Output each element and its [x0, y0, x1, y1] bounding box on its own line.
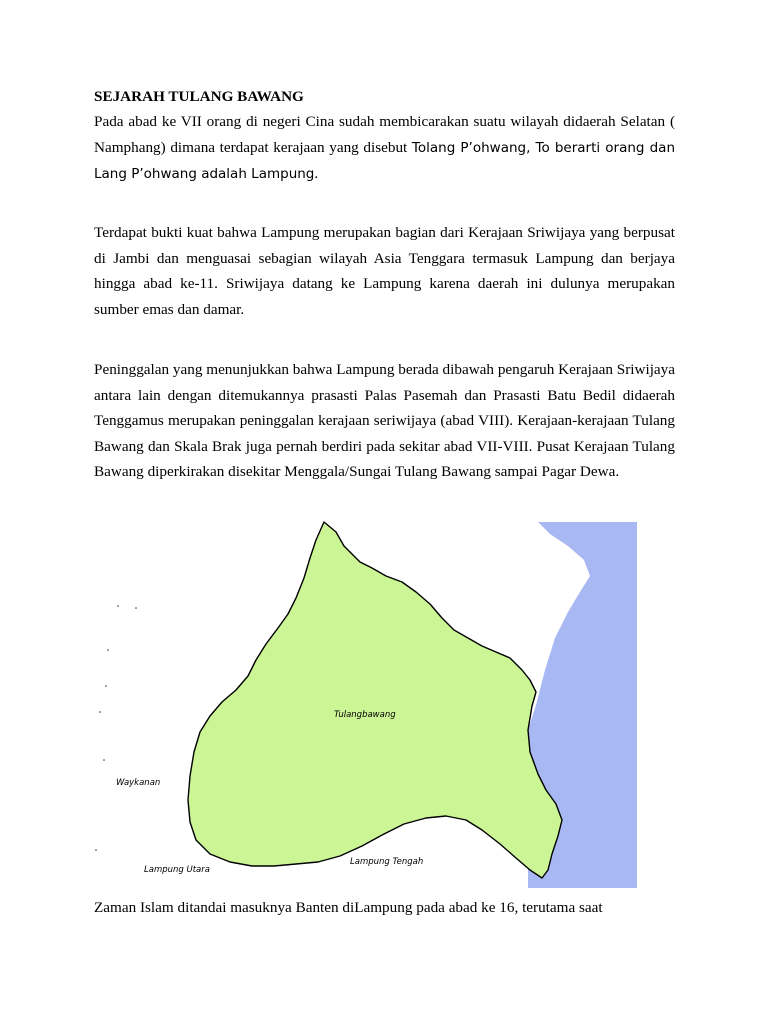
paragraph-1-quote: Tolang P’ohwang, To berarti orang dan Lang P’ohwang adalah Lampung — [94, 139, 675, 183]
label-waykanan: Waykanan — [116, 778, 161, 788]
paragraph-4: Zaman Islam ditandai masuknya Banten diLampung pada abad ke 16, terutama saat — [94, 899, 603, 916]
label-lampung-tengah: Lampung Tengah — [350, 857, 424, 867]
paragraph-2: Terdapat bukti kuat bahwa Lampung merupakan bagian dari Kerajaan Sriwijaya yang berpusat di Jambi dan menguasai sebagian wilayah Asia Tenggara termasuk Lampung dan berjaya hingga abad ke-11. Sriwijaya datang ke Lampung karena daerah ini dulunya merupakan sumber emas dan damar. — [94, 224, 675, 318]
island-dots — [95, 605, 137, 851]
label-lampung-utara: Lampung Utara — [144, 865, 210, 875]
document-title: SEJARAH TULANG BAWANG — [94, 88, 304, 105]
paragraph-1 — [94, 109, 675, 188]
paragraph-3: Peninggalan yang menunjukkan bahwa Lampung berada dibawah pengaruh Kerajaan Sriwijaya antara lain dengan ditemukannya prasasti Palas Pasemah dan Prasasti Batu Bedil didaerah Tenggamus merupakan peninggalan kerajaan seriwijaya (abad VIII). Kerajaan-kerajaan Tulang Bawang dan Skala Brak juga pernah berdiri pada sekitar abad VII-VIII. Pusat Kerajaan Tulang Bawang diperkirakan disekitar Menggala/Sungai Tulang Bawang sampai Pagar Dewa. — [94, 361, 675, 481]
paragraph-1-text: Pada abad ke VII orang di negeri Cina sudah membicarakan suatu wilayah didaerah Selatan ( Namphang) dimana terdapat kerajaan yang disebut — [94, 113, 675, 156]
label-tulangbawang: Tulangbawang — [334, 710, 396, 720]
tulang-bawang-region — [188, 522, 562, 878]
paragraph-1-end: . — [314, 165, 319, 183]
tulang-bawang-map — [90, 520, 640, 890]
